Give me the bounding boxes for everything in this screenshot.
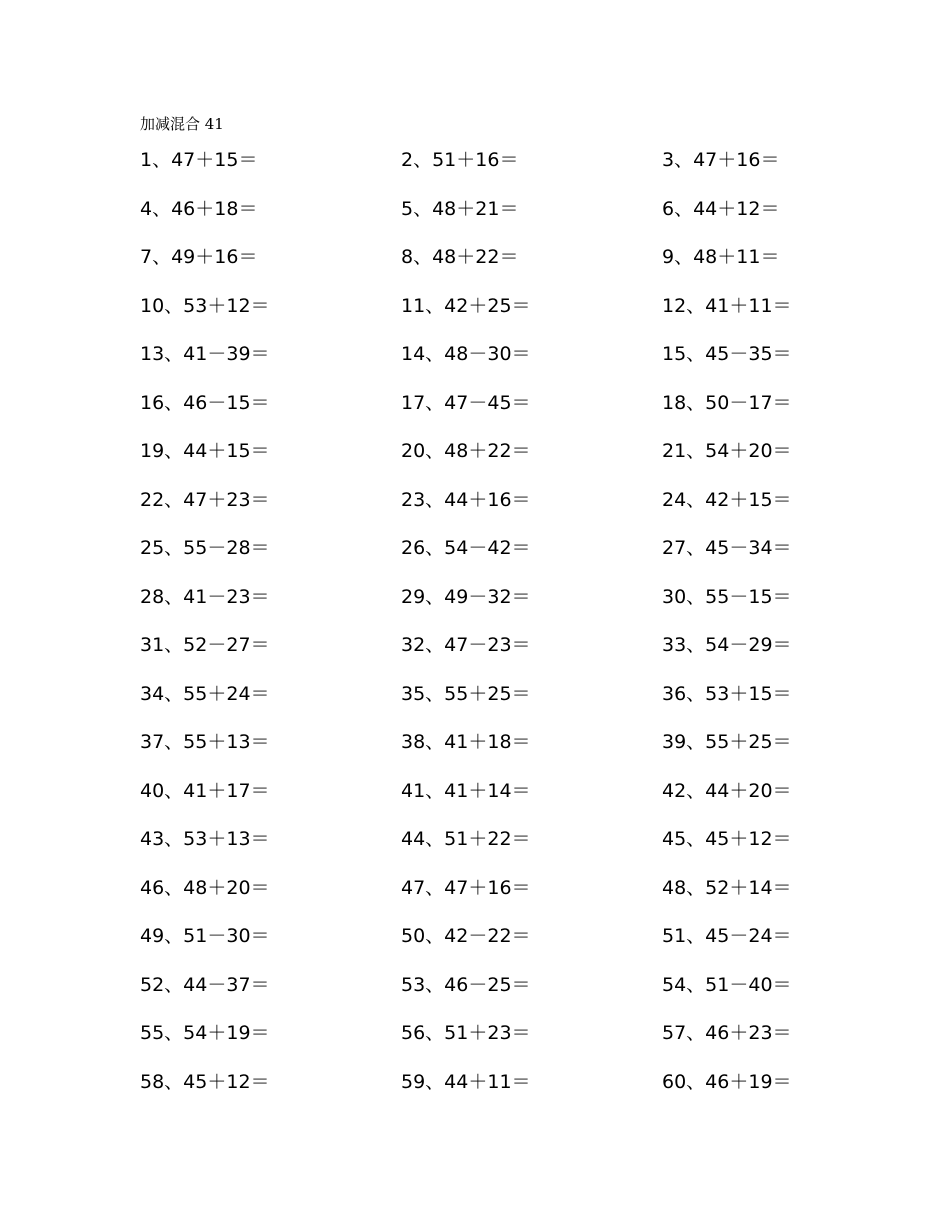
problem-item: 19、44＋15＝ (140, 440, 270, 462)
problem-item: 55、54＋19＝ (140, 1022, 270, 1044)
problem-item: 24、42＋15＝ (662, 488, 792, 511)
problem-item: 41、41＋14＝ (401, 779, 531, 802)
problem-item: 31、52－27＝ (140, 634, 270, 656)
problem-item: 23、44＋16＝ (401, 488, 531, 511)
problem-item: 17、47－45＝ (401, 391, 531, 414)
problem-item: 45、45＋12＝ (662, 828, 792, 850)
problem-item: 35、55＋25＝ (401, 682, 531, 705)
problem-item: 49、51－30＝ (140, 925, 270, 947)
problem-item: 18、50－17＝ (662, 391, 792, 414)
problem-item: 8、48＋22＝ (401, 246, 519, 268)
page-title: 加减混合 41 (140, 115, 224, 133)
problem-item: 12、41＋11＝ (662, 294, 792, 317)
problem-item: 27、45－34＝ (662, 537, 792, 559)
problem-item: 60、46＋19＝ (662, 1070, 792, 1093)
problem-item: 53、46－25＝ (401, 973, 531, 996)
problem-item: 30、55－15＝ (662, 585, 792, 608)
problem-item: 1、47＋15＝ (140, 149, 258, 171)
problem-item: 39、55＋25＝ (662, 731, 792, 753)
problem-grid (140, 148, 862, 1118)
problem-item: 20、48＋22＝ (401, 440, 531, 462)
problem-item: 26、54－42＝ (401, 537, 531, 559)
problem-item: 2、51＋16＝ (401, 149, 519, 171)
problem-item: 7、49＋16＝ (140, 246, 258, 268)
problem-item: 32、47－23＝ (401, 634, 531, 656)
problem-item: 58、45＋12＝ (140, 1070, 270, 1093)
problem-item: 47、47＋16＝ (401, 876, 531, 899)
problem-item: 21、54＋20＝ (662, 440, 792, 462)
problem-item: 29、49－32＝ (401, 585, 531, 608)
problem-item: 44、51＋22＝ (401, 828, 531, 850)
problem-item: 51、45－24＝ (662, 925, 792, 947)
problem-item: 59、44＋11＝ (401, 1070, 531, 1093)
problem-item: 52、44－37＝ (140, 973, 270, 996)
problem-item: 6、44＋12＝ (662, 197, 780, 220)
problem-item: 37、55＋13＝ (140, 731, 270, 753)
problem-item: 16、46－15＝ (140, 391, 270, 414)
problem-item: 25、55－28＝ (140, 537, 270, 559)
problem-item: 15、45－35＝ (662, 343, 792, 365)
problem-item: 57、46＋23＝ (662, 1022, 792, 1044)
problem-item: 38、41＋18＝ (401, 731, 531, 753)
problem-item: 3、47＋16＝ (662, 149, 780, 171)
problem-item: 36、53＋15＝ (662, 682, 792, 705)
problem-item: 33、54－29＝ (662, 634, 792, 656)
problem-item: 14、48－30＝ (401, 343, 531, 365)
problem-item: 11、42＋25＝ (401, 294, 531, 317)
problem-item: 54、51－40＝ (662, 973, 792, 996)
problem-item: 40、41＋17＝ (140, 779, 270, 802)
problem-item: 56、51＋23＝ (401, 1022, 531, 1044)
problem-item: 48、52＋14＝ (662, 876, 792, 899)
problem-item: 34、55＋24＝ (140, 682, 270, 705)
problem-item: 10、53＋12＝ (140, 294, 270, 317)
problem-item: 5、48＋21＝ (401, 197, 519, 220)
problem-item: 50、42－22＝ (401, 925, 531, 947)
problem-item: 4、46＋18＝ (140, 197, 258, 220)
problem-item: 9、48＋11＝ (662, 246, 780, 268)
problem-item: 22、47＋23＝ (140, 488, 270, 511)
problem-item: 28、41－23＝ (140, 585, 270, 608)
problem-item: 43、53＋13＝ (140, 828, 270, 850)
problem-item: 46、48＋20＝ (140, 876, 270, 899)
problem-item: 13、41－39＝ (140, 343, 270, 365)
problem-item: 42、44＋20＝ (662, 779, 792, 802)
